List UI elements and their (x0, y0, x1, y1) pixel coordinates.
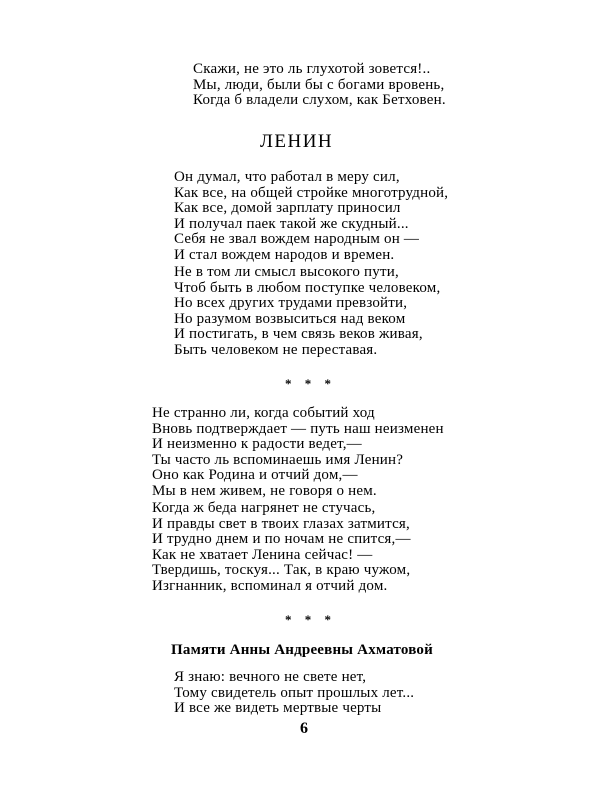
verse-line: Ты часто ль вспоминаешь имя Ленин? (152, 451, 404, 468)
verse-line: Я знаю: вечного не свете нет, (174, 669, 367, 685)
verse-line: Скажи, не это ль глухотой зовется!.. (193, 61, 431, 77)
poem2-stanza-2 (152, 501, 411, 595)
verse-line: Он думал, что работал в меру сил, (174, 169, 400, 185)
verse-line: И стал вождем народов и времен. (174, 246, 395, 263)
poem-title-lenin: ЛЕНИН (260, 131, 334, 152)
lenin-stanza-2 (174, 265, 440, 359)
section-separator: * * * (285, 376, 336, 391)
section-separator: * * * (285, 612, 336, 627)
verse-line: И неизменно к радости ведет,— (152, 436, 362, 453)
verse-line: Твердишь, тоскуя... Так, в краю чужом, (152, 562, 411, 579)
verse-line: Когда ж беда нагрянет не стучась, (152, 500, 376, 516)
verse-line: Как не хватает Ленина сейчас! — (152, 546, 373, 563)
verse-line: Вновь подтверждает — путь наш неизменен (152, 420, 444, 437)
verse-line: Себя не звал вождем народным он — (174, 231, 420, 248)
verse-line: Как все, на общей стройке многотрудной, (174, 184, 449, 201)
verse-line: Не в том ли смысл высокого пути, (174, 264, 399, 280)
verse-line: Изгнанник, вспоминал я отчий дом. (152, 577, 388, 594)
verse-line: Когда б владели слухом, как Бетховен. (193, 92, 446, 109)
verse-line: И правды свет в твоих глазах затмится, (152, 515, 410, 532)
verse-line: И получал паек такой же скудный... (174, 215, 409, 232)
verse-line: Как все, домой зарплату приносил (174, 200, 401, 217)
verse-line: Быть человеком не переставая. (174, 341, 378, 358)
verse-line: Мы в нем живем, не говоря о нем. (152, 482, 377, 499)
verse-line: Тому свидетель опыт прошлых лет... (174, 684, 415, 701)
stanza-top (193, 62, 446, 109)
verse-line: Мы, люди, были бы с богами вровень, (193, 76, 445, 93)
verse-line: И все же видеть мертвые черты (174, 700, 382, 717)
lenin-stanza-1 (174, 170, 448, 264)
verse-line: Не странно ли, когда событий ход (152, 405, 375, 421)
poem2-stanza-1 (152, 406, 444, 500)
verse-line: Чтоб быть в любом поступке человеком, (174, 279, 441, 296)
verse-line: Оно как Родина и отчий дом,— (152, 467, 358, 484)
verse-line: Но всех других трудами превзойти, (174, 295, 408, 312)
verse-line: И постигать, в чем связь веков живая, (174, 326, 423, 343)
verse-line: И трудно днем и по ночам не спится,— (152, 531, 411, 548)
page-number: 6 (300, 720, 308, 737)
verse-line: Но разумом возвыситься над веком (174, 310, 406, 327)
poem3-stanza-1 (174, 670, 414, 717)
poem-dedication: Памяти Анны Андреевны Ахматовой (171, 642, 433, 658)
